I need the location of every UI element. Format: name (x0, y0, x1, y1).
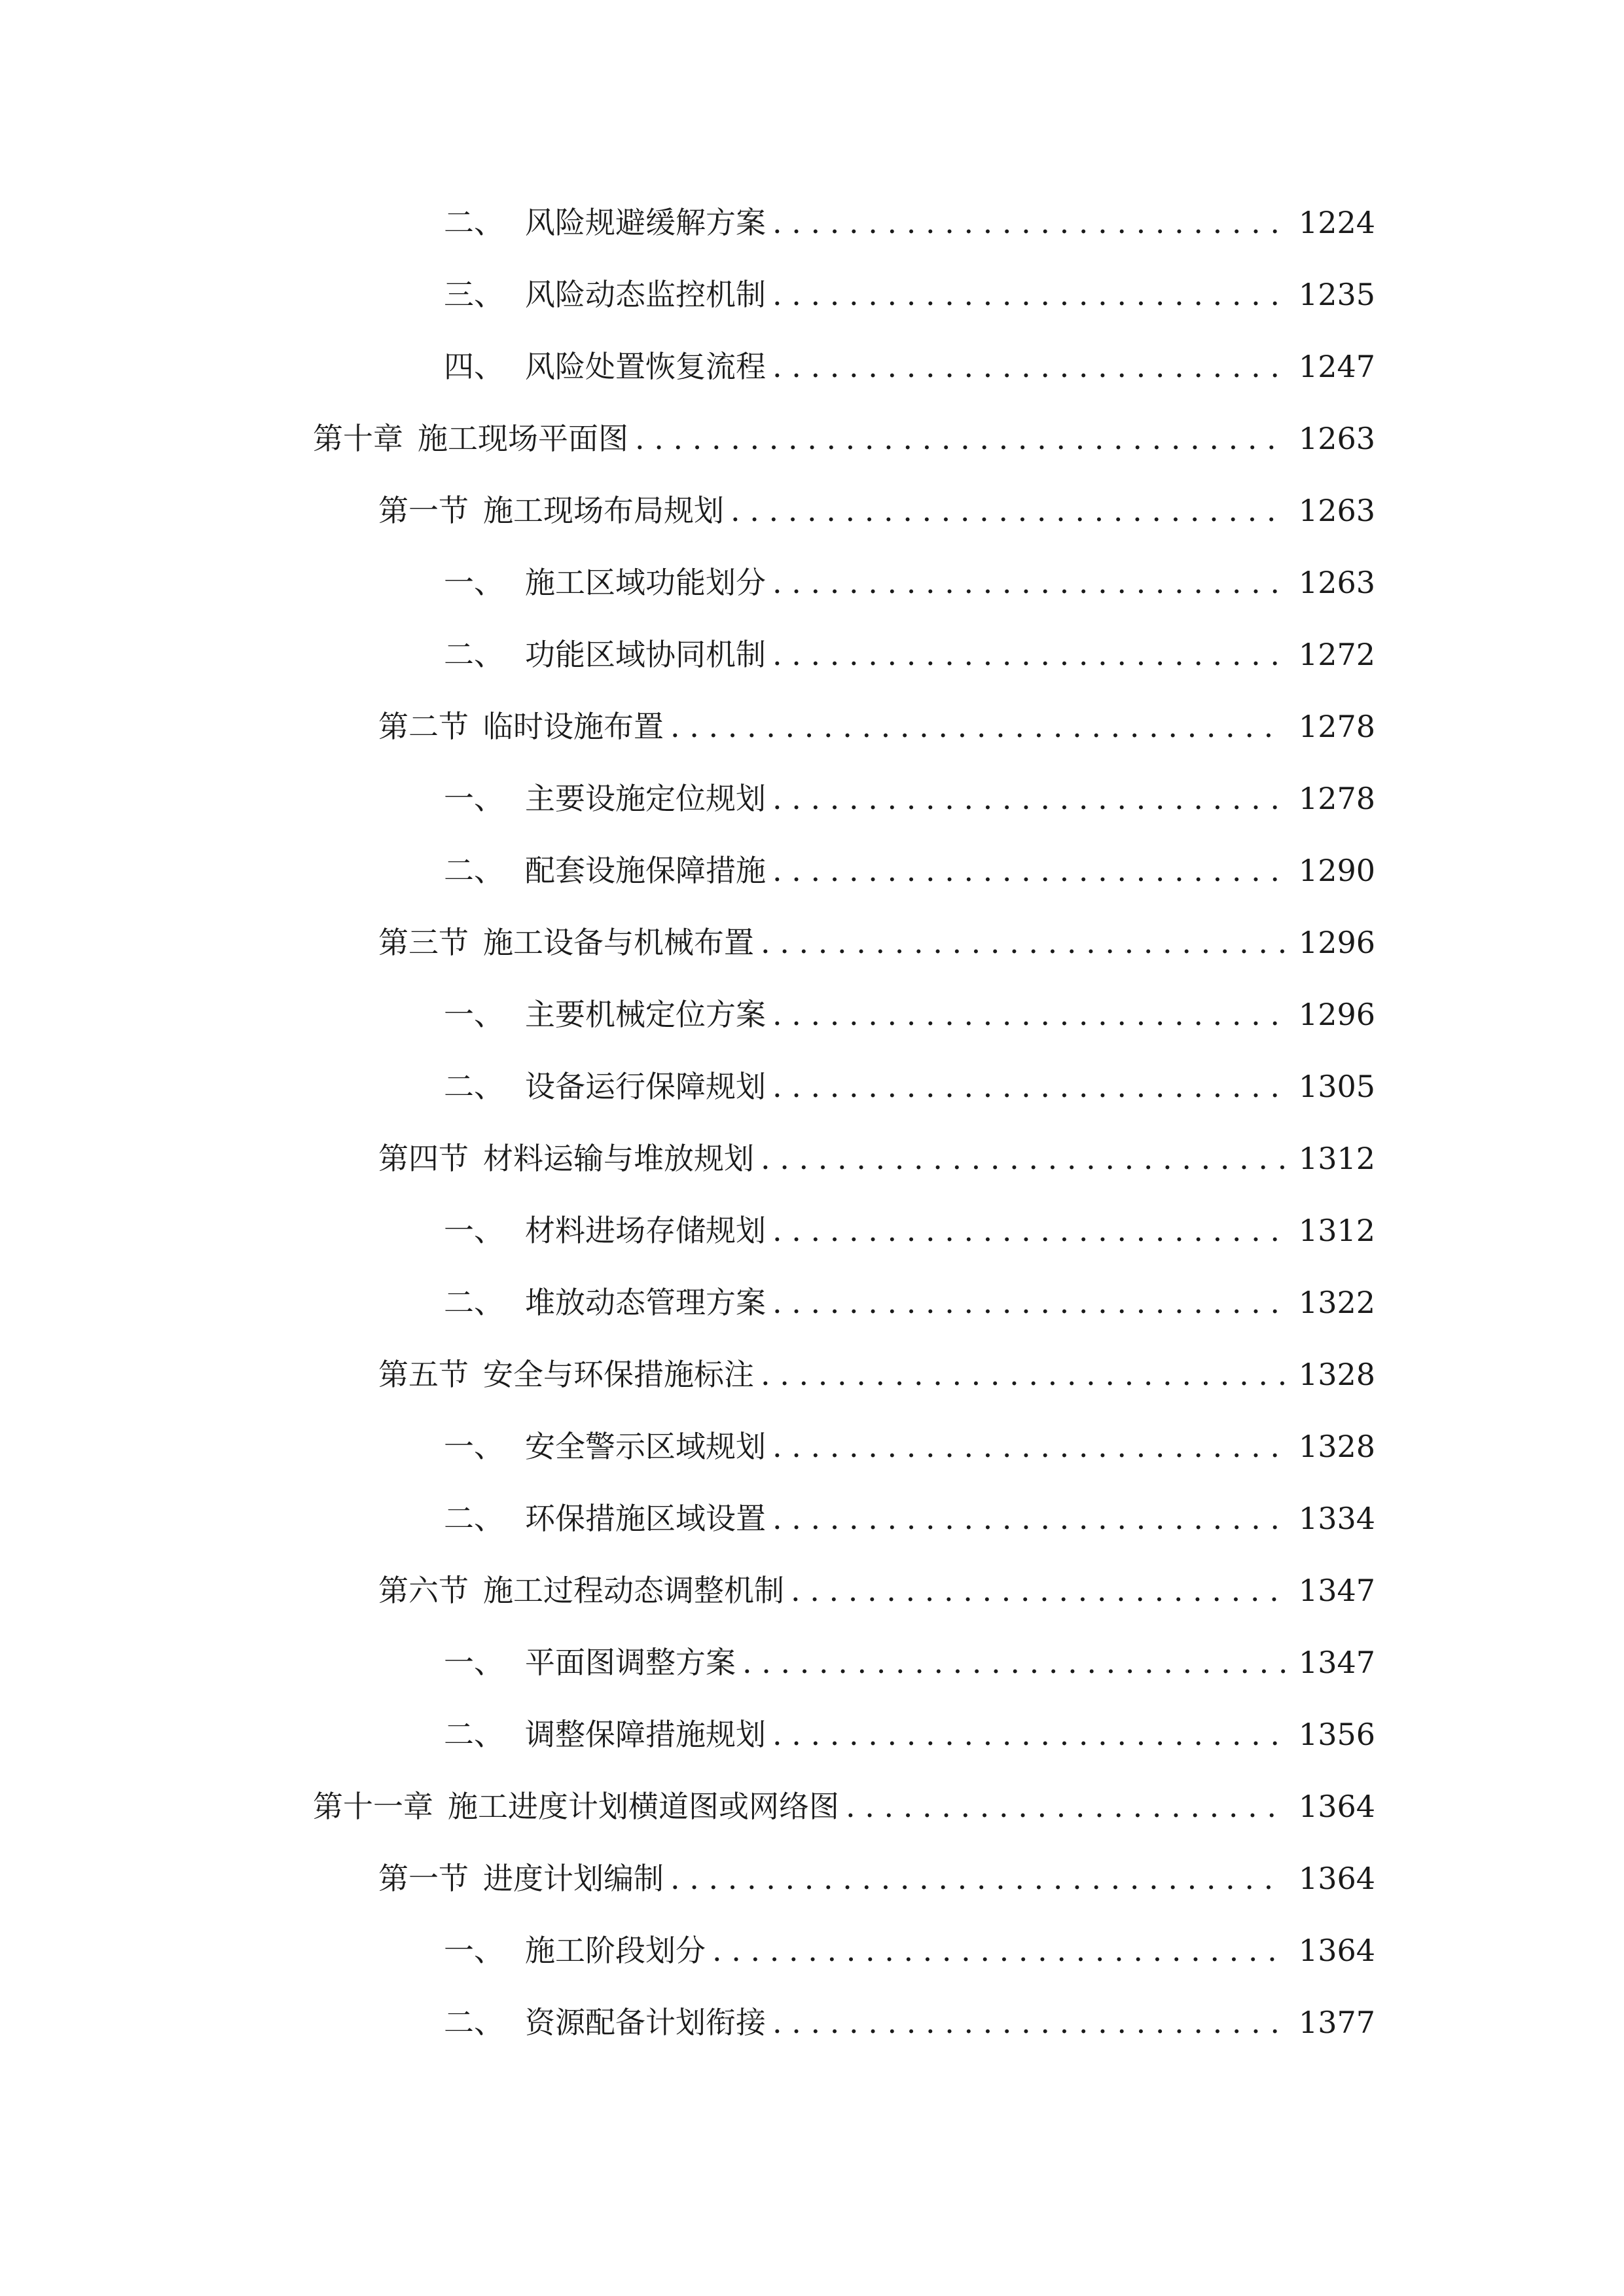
toc-entry-page-number: 1224 (1298, 205, 1375, 240)
toc-dot-leader (761, 924, 1286, 961)
toc-entry-page-number: 1290 (1298, 853, 1375, 888)
toc-entry-page-number: 1347 (1298, 1573, 1375, 1608)
toc-entry-number: 第四节 (378, 1141, 469, 1176)
toc-entry-page-number: 1263 (1298, 565, 1375, 600)
toc-entry-title: 材料进场存储规划 (525, 1213, 766, 1248)
toc-entry[interactable] (444, 1916, 1375, 1969)
toc-entry-number: 二、 (444, 2005, 504, 2040)
toc-entry-number: 一、 (444, 997, 504, 1032)
toc-entry-number: 三、 (444, 277, 504, 312)
toc-entry-title: 施工区域功能划分 (525, 565, 766, 600)
toc-entry-title: 进度计划编制 (483, 1861, 664, 1896)
toc-entry-number: 一、 (444, 1933, 504, 1968)
toc-entry-page-number: 1364 (1298, 1861, 1375, 1896)
toc-entry-number: 二、 (444, 1285, 504, 1320)
toc-entry-title: 施工过程动态调整机制 (483, 1573, 784, 1608)
toc-entry-title: 堆放动态管理方案 (525, 1285, 766, 1320)
toc-dot-leader (772, 780, 1286, 817)
toc-entry-number: 二、 (444, 1501, 504, 1536)
toc-entry[interactable] (444, 260, 1375, 313)
toc-entry-title: 平面图调整方案 (525, 1645, 736, 1680)
toc-entry[interactable] (378, 1124, 1375, 1177)
toc-entry-number: 二、 (444, 853, 504, 888)
toc-entry-number: 一、 (444, 1213, 504, 1248)
toc-entry[interactable] (444, 836, 1375, 889)
toc-dot-leader (670, 708, 1286, 745)
toc-entry-title: 安全与环保措施标注 (483, 1357, 754, 1392)
toc-dot-leader (772, 348, 1286, 385)
toc-dot-leader (772, 2004, 1286, 2041)
toc-entry-number: 四、 (444, 349, 504, 384)
toc-dot-leader (761, 1140, 1286, 1177)
toc-entry-title: 风险规避缓解方案 (525, 205, 766, 240)
toc-dot-leader (670, 1860, 1286, 1897)
toc-entry-title: 施工设备与机械布置 (483, 925, 754, 960)
toc-entry[interactable] (444, 980, 1375, 1033)
toc-entry[interactable] (313, 1772, 1375, 1825)
toc-entry-page-number: 1272 (1298, 637, 1375, 672)
toc-dot-leader (772, 996, 1286, 1033)
toc-dot-leader (772, 1428, 1286, 1465)
toc-entry-title: 主要机械定位方案 (525, 997, 766, 1032)
toc-entry-number: 二、 (444, 1069, 504, 1104)
toc-entry-page-number: 1235 (1298, 277, 1375, 312)
toc-dot-leader (712, 1932, 1286, 1969)
toc-entry[interactable] (378, 1844, 1375, 1897)
toc-entry-page-number: 1263 (1298, 421, 1375, 456)
toc-entry-number: 二、 (444, 205, 504, 240)
toc-entry-number: 二、 (444, 637, 504, 672)
toc-entry-number: 第二节 (378, 709, 469, 744)
toc-entry-number: 第十一章 (313, 1789, 433, 1824)
toc-entry-title: 临时设施布置 (483, 709, 664, 744)
toc-entry-title: 安全警示区域规划 (525, 1429, 766, 1464)
toc-entry-page-number: 1364 (1298, 1789, 1375, 1824)
toc-entry-page-number: 1322 (1298, 1285, 1375, 1320)
toc-dot-leader (742, 1644, 1286, 1681)
toc-entry[interactable] (444, 548, 1375, 601)
toc-entry-page-number: 1364 (1298, 1933, 1375, 1968)
toc-entry-page-number: 1263 (1298, 493, 1375, 528)
toc-dot-leader (772, 564, 1286, 601)
toc-entry-number: 一、 (444, 1645, 504, 1680)
toc-entry[interactable] (378, 1340, 1375, 1393)
toc-entry-title: 环保措施区域设置 (525, 1501, 766, 1536)
toc-entry-page-number: 1247 (1298, 349, 1375, 384)
toc-dot-leader (772, 1500, 1286, 1537)
toc-entry-title: 施工现场布局规划 (483, 493, 724, 528)
toc-entry-page-number: 1312 (1298, 1141, 1375, 1176)
toc-entry-page-number: 1296 (1298, 997, 1375, 1032)
toc-entry-title: 设备运行保障规划 (525, 1069, 766, 1104)
toc-entry[interactable] (444, 1628, 1375, 1681)
toc-entry-page-number: 1356 (1298, 1717, 1375, 1752)
toc-entry[interactable] (444, 764, 1375, 817)
toc-dot-leader (846, 1788, 1286, 1825)
toc-dot-leader (731, 492, 1286, 529)
toc-entry[interactable] (444, 1412, 1375, 1465)
toc-entry-number: 第一节 (378, 1861, 469, 1896)
toc-entry[interactable] (444, 1052, 1375, 1105)
toc-entry[interactable] (378, 476, 1375, 529)
toc-entry-page-number: 1278 (1298, 781, 1375, 816)
toc-entry-page-number: 1334 (1298, 1501, 1375, 1536)
toc-entry[interactable] (444, 620, 1375, 673)
toc-entry[interactable] (444, 1196, 1375, 1249)
toc-dot-leader (772, 852, 1286, 889)
toc-dot-leader (772, 1716, 1286, 1753)
toc-dot-leader (772, 1068, 1286, 1105)
toc-entry[interactable] (313, 404, 1375, 457)
toc-entry[interactable] (444, 188, 1375, 241)
toc-dot-leader (772, 1284, 1286, 1321)
toc-entry-page-number: 1305 (1298, 1069, 1375, 1104)
toc-entry-number: 第一节 (378, 493, 469, 528)
toc-entry-title: 主要设施定位规划 (525, 781, 766, 816)
toc-dot-leader (772, 204, 1286, 241)
toc-entry-title: 功能区域协同机制 (525, 637, 766, 672)
toc-entry[interactable] (444, 1484, 1375, 1537)
toc-entry-number: 第三节 (378, 925, 469, 960)
toc-dot-leader (635, 420, 1286, 457)
toc-entry-number: 一、 (444, 1429, 504, 1464)
toc-entry-number: 一、 (444, 565, 504, 600)
toc-entry-title: 调整保障措施规划 (525, 1717, 766, 1752)
toc-entry-title: 配套设施保障措施 (525, 853, 766, 888)
toc-entry-page-number: 1328 (1298, 1429, 1375, 1464)
toc-entry-number: 第十章 (313, 421, 403, 456)
toc-entry[interactable] (444, 1700, 1375, 1753)
toc-entry-number: 第六节 (378, 1573, 469, 1608)
toc-entry-page-number: 1377 (1298, 2005, 1375, 2040)
toc-entry-title: 风险动态监控机制 (525, 277, 766, 312)
toc-entry-page-number: 1296 (1298, 925, 1375, 960)
toc-entry[interactable] (378, 1556, 1375, 1609)
toc-entry-page-number: 1278 (1298, 709, 1375, 744)
toc-entry-number: 第五节 (378, 1357, 469, 1392)
toc-entry-number: 一、 (444, 781, 504, 816)
toc-entry-title: 资源配备计划衔接 (525, 2005, 766, 2040)
toc-entry-number: 二、 (444, 1717, 504, 1752)
toc-entry[interactable] (444, 1988, 1375, 2041)
toc-entry-page-number: 1312 (1298, 1213, 1375, 1248)
toc-dot-leader (772, 636, 1286, 673)
toc-entry-title: 施工阶段划分 (525, 1933, 706, 1968)
toc-entry-title: 风险处置恢复流程 (525, 349, 766, 384)
toc-dot-leader (772, 1212, 1286, 1249)
toc-entry[interactable] (378, 692, 1375, 745)
toc-dot-leader (772, 276, 1286, 313)
toc-dot-leader (791, 1572, 1286, 1609)
toc-entry-page-number: 1347 (1298, 1645, 1375, 1680)
toc-entry-title: 材料运输与堆放规划 (483, 1141, 754, 1176)
toc-entry-title: 施工现场平面图 (418, 421, 628, 456)
toc-entry[interactable] (378, 908, 1375, 961)
toc-dot-leader (761, 1356, 1286, 1393)
toc-entry-page-number: 1328 (1298, 1357, 1375, 1392)
toc-entry[interactable] (444, 1268, 1375, 1321)
toc-entry[interactable] (444, 332, 1375, 385)
toc-entry-title: 施工进度计划横道图或网络图 (448, 1789, 839, 1824)
